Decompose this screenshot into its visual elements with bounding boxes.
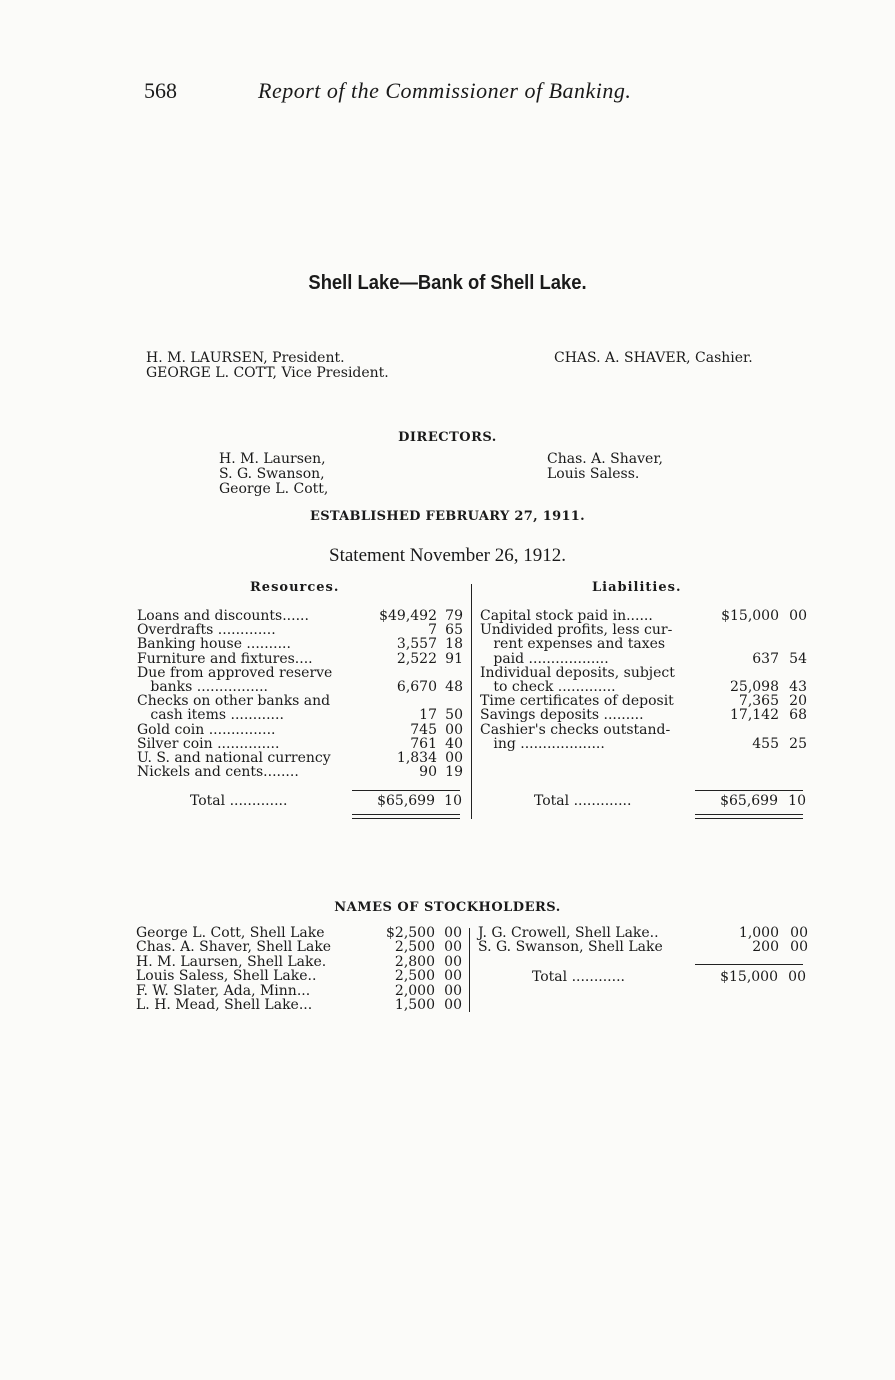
resources-rule xyxy=(352,790,460,791)
table-row xyxy=(480,652,808,666)
table-row xyxy=(480,623,808,637)
table-row xyxy=(480,666,808,680)
row-label: Capital stock paid in...... xyxy=(480,608,653,624)
table-row xyxy=(480,694,808,708)
liabilities-total-cents: 10 xyxy=(788,793,806,809)
liabilities-total-label: Total ............. xyxy=(534,793,632,809)
row-dollars: 745 xyxy=(410,721,437,738)
row-dollars: $15,000 xyxy=(721,608,779,624)
row-cents: 00 xyxy=(444,982,462,999)
row-dollars: 1,500 xyxy=(394,996,435,1013)
row-cents: 00 xyxy=(444,996,462,1013)
row-label: Gold coin ............... xyxy=(137,721,276,738)
table-row xyxy=(137,751,467,765)
table-row xyxy=(137,737,467,751)
row-dollars: 2,500 xyxy=(394,968,435,985)
row-dollars: 200 xyxy=(752,939,779,956)
row-label: Loans and discounts...... xyxy=(137,608,309,624)
row-label: cash items ............ xyxy=(137,707,284,724)
row-cents: 48 xyxy=(445,678,463,695)
stockholders-heading: NAMES OF STOCKHOLDERS. xyxy=(334,900,561,915)
row-label: Silver coin .............. xyxy=(137,735,280,752)
table-row xyxy=(137,680,467,694)
row-label: rent expenses and taxes xyxy=(480,636,666,653)
director: Chas. A. Shaver, xyxy=(547,451,663,467)
row-cents: 65 xyxy=(445,622,463,639)
row-dollars: 761 xyxy=(410,735,437,752)
row-dollars: 1,000 xyxy=(738,925,779,941)
row-dollars: 25,098 xyxy=(730,678,779,695)
row-dollars: $49,492 xyxy=(379,608,437,624)
stockholders-total-cents: 00 xyxy=(788,969,806,985)
table-row xyxy=(478,926,808,940)
table-row xyxy=(137,666,467,680)
table-row xyxy=(136,926,466,940)
row-label: Cashier's checks outstand- xyxy=(480,721,671,738)
row-label: Time certificates of deposit xyxy=(480,693,674,710)
running-title: Report of the Commissioner of Banking. xyxy=(258,78,632,103)
row-label: to check ............. xyxy=(480,678,616,695)
row-label: paid .................. xyxy=(480,650,609,667)
row-label: L. H. Mead, Shell Lake... xyxy=(136,996,313,1013)
table-row xyxy=(137,708,467,722)
liabilities-heading: Liabilities. xyxy=(592,580,682,595)
row-dollars: 6,670 xyxy=(396,678,437,695)
row-cents: 43 xyxy=(789,678,807,695)
column-divider xyxy=(471,584,472,819)
stockholders-total-label: Total ............ xyxy=(532,969,625,985)
liabilities-double-rule xyxy=(695,814,803,819)
row-cents: 54 xyxy=(789,650,807,667)
row-label: Overdrafts ............. xyxy=(137,622,276,639)
resources-total-dollars: $65,699 xyxy=(377,793,435,809)
row-cents: 50 xyxy=(445,707,463,724)
established-date: ESTABLISHED FEBRUARY 27, 1911. xyxy=(310,509,585,524)
table-row xyxy=(137,637,467,651)
vice-president: GEORGE L. COTT, Vice President. xyxy=(146,365,389,381)
page-number: 568 xyxy=(144,78,177,103)
director: S. G. Swanson, xyxy=(219,466,325,482)
stockholders-divider xyxy=(469,928,470,1012)
row-cents: 19 xyxy=(445,764,463,781)
table-row xyxy=(136,984,466,998)
row-dollars: 2,000 xyxy=(394,982,435,999)
row-label: Louis Saless, Shell Lake.. xyxy=(136,968,317,985)
table-row xyxy=(480,609,808,623)
row-cents: 00 xyxy=(444,953,462,970)
president: H. M. LAURSEN, President. xyxy=(146,350,345,366)
row-label: U. S. and national currency xyxy=(137,749,331,766)
director: H. M. Laursen, xyxy=(219,451,326,467)
director: Louis Saless. xyxy=(547,466,640,482)
row-dollars: $2,500 xyxy=(386,925,435,941)
row-cents: 20 xyxy=(789,693,807,710)
row-label: Savings deposits ......... xyxy=(480,707,644,724)
liabilities-rule xyxy=(695,790,803,791)
row-dollars: 455 xyxy=(752,735,779,752)
row-label: F. W. Slater, Ada, Minn... xyxy=(136,982,311,999)
row-dollars: 17 xyxy=(419,707,437,724)
resources-double-rule xyxy=(352,814,460,819)
row-cents: 79 xyxy=(445,608,463,624)
table-row xyxy=(137,609,467,623)
row-label: S. G. Swanson, Shell Lake xyxy=(478,939,663,956)
director: George L. Cott, xyxy=(219,481,329,497)
row-label: banks ................ xyxy=(137,678,268,695)
row-label: George L. Cott, Shell Lake xyxy=(136,925,325,941)
row-label: J. G. Crowell, Shell Lake.. xyxy=(478,925,659,941)
table-row xyxy=(136,969,466,983)
row-cents: 00 xyxy=(790,939,808,956)
row-dollars: 2,800 xyxy=(394,953,435,970)
row-dollars: 17,142 xyxy=(730,707,779,724)
row-label: Undivided profits, less cur- xyxy=(480,622,673,639)
table-row xyxy=(137,694,467,708)
row-cents: 00 xyxy=(444,968,462,985)
row-cents: 00 xyxy=(789,608,807,624)
row-label: Nickels and cents........ xyxy=(137,764,299,781)
row-dollars: 7,365 xyxy=(738,693,779,710)
table-row xyxy=(136,940,466,954)
row-dollars: 637 xyxy=(752,650,779,667)
stockholders-left xyxy=(136,926,466,1012)
row-label: Checks on other banks and xyxy=(137,693,331,710)
row-label: Banking house .......... xyxy=(137,636,291,653)
table-row xyxy=(480,637,808,651)
directors-heading: DIRECTORS. xyxy=(398,430,497,445)
row-cents: 25 xyxy=(789,735,807,752)
row-label: H. M. Laursen, Shell Lake. xyxy=(136,953,327,970)
table-row xyxy=(480,723,808,737)
table-row xyxy=(136,998,466,1012)
row-label: Individual deposits, subject xyxy=(480,664,675,681)
directors-left xyxy=(219,452,328,497)
liabilities-table xyxy=(480,609,808,751)
table-row xyxy=(480,708,808,722)
row-cents: 40 xyxy=(445,735,463,752)
row-dollars: 2,500 xyxy=(394,939,435,956)
row-cents: 18 xyxy=(445,636,463,653)
row-cents: 91 xyxy=(445,650,463,667)
bank-title: Shell Lake—Bank of Shell Lake. xyxy=(308,272,587,294)
row-label: ing ................... xyxy=(480,735,605,752)
row-cents: 00 xyxy=(444,939,462,956)
directors-right xyxy=(547,452,663,482)
stockholders-rule xyxy=(695,964,803,965)
row-cents: 00 xyxy=(444,925,462,941)
row-cents: 00 xyxy=(790,925,808,941)
table-row xyxy=(137,652,467,666)
resources-table xyxy=(137,609,467,779)
row-cents: 68 xyxy=(789,707,807,724)
cashier: CHAS. A. SHAVER, Cashier. xyxy=(554,350,753,366)
table-row xyxy=(137,765,467,779)
table-row xyxy=(480,737,808,751)
liabilities-total-dollars: $65,699 xyxy=(720,793,778,809)
resources-total-label: Total ............. xyxy=(190,793,288,809)
stockholders-right xyxy=(478,926,808,955)
table-row xyxy=(136,955,466,969)
row-label: Due from approved reserve xyxy=(137,664,333,681)
row-dollars: 2,522 xyxy=(396,650,437,667)
row-label: Furniture and fixtures.... xyxy=(137,650,313,667)
table-row xyxy=(137,623,467,637)
row-cents: 00 xyxy=(445,749,463,766)
row-cents: 00 xyxy=(445,721,463,738)
row-dollars: 1,834 xyxy=(396,749,437,766)
resources-total-cents: 10 xyxy=(444,793,462,809)
table-row xyxy=(137,723,467,737)
row-dollars: 90 xyxy=(419,764,437,781)
row-dollars: 7 xyxy=(428,622,437,639)
row-label: Chas. A. Shaver, Shell Lake xyxy=(136,939,332,956)
table-row xyxy=(478,940,808,954)
stockholders-total-dollars: $15,000 xyxy=(720,969,778,985)
resources-heading: Resources. xyxy=(250,580,340,595)
row-dollars: 3,557 xyxy=(396,636,437,653)
table-row xyxy=(480,680,808,694)
statement-date: Statement November 26, 1912. xyxy=(329,545,566,566)
